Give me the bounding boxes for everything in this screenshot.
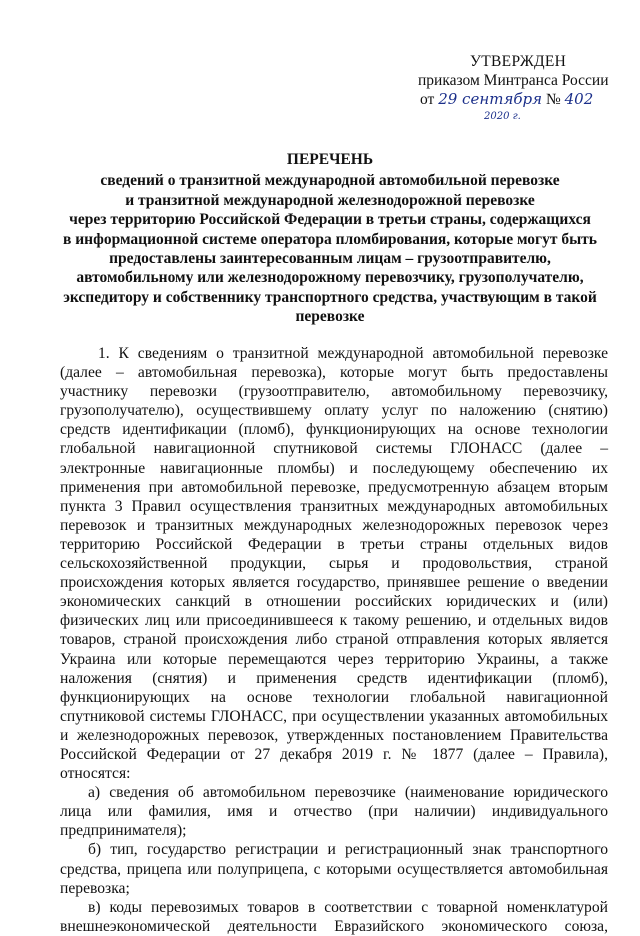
number-label: № bbox=[545, 91, 561, 108]
title-line: автомобильному или железнодорожному перевозчику, грузополучателю, bbox=[76, 269, 584, 287]
document-title bbox=[60, 150, 600, 327]
item-v: в) коды перевозимых товаров в соответствии с товарной номенклатурой внешнеэкономической деятельности Евразийского экономического союза, bbox=[60, 898, 608, 935]
title-line: через территорию Российской Федерации в третьи страны, содержащихся bbox=[69, 211, 591, 229]
approval-order-line: приказом Минтранса России bbox=[418, 72, 609, 89]
title-heading: ПЕРЕЧЕНЬ bbox=[286, 151, 374, 168]
handwritten-year: 2020 г. bbox=[484, 111, 521, 122]
item-a: а) сведения об автомобильном перевозчике (наименование юридического лица или фамилия, имя и отчество (при наличии) индивидуального предпринимателя); bbox=[60, 784, 608, 840]
title-line: перевозке bbox=[295, 308, 365, 326]
approval-stamp bbox=[418, 52, 618, 122]
approval-date-line bbox=[420, 90, 618, 122]
title-line: и транзитной международной железнодорожной перевозке bbox=[125, 191, 535, 209]
item-b: б) тип, государство регистрации и регистрационный знак транспортного средства, прицепа или полуприцепа, с которыми осуществляется автомобильная перевозка; bbox=[60, 841, 608, 897]
approval-heading: УТВЕРЖДЕН bbox=[470, 53, 567, 70]
document-body bbox=[60, 344, 608, 936]
paragraph-1: 1. К сведениям о транзитной международной автомобильной перевозке (далее – автомобильная перевозка), которые могут быть предоставлены участнику перевозки (грузоотправителю, автомобильному перевозчику, грузополучателю), осуществившему оплату услуг по наложению (снятию) средств идентификации (пломб), функционирующих на основе технологии глобальной навигационной спутниковой системы ГЛОНАСС (далее – электронные навигационные пломбы) и последующему обеспечению их применения при автомобильной перевозке, предусмотренную абзацем вторым пункта 3 Правил осуществления транзитных международных автомобильных перевозок и транзитных международных железнодорожных перевозок через территорию Российской Федерации в третьи страны отдельных видов сельскохозяйственной продукции, сырья и продовольствия, страной происхождения которых является государство, принявшее решение о введении экономических санкций в отношении российских юридических и (или) физических лиц или присоединившееся к такому решению, и отдельных видов товаров, страной происхождения либо страной отправления которых является Украина или которые перемещаются через территорию Украины, а также наложения (снятия) и применения средств идентификации (пломб), функционирующих на основе технологии глобальной навигационной спутниковой системы ГЛОНАСС, при осуществлении указанных автомобильных и железнодорожных перевозок, утвержденных постановлением Правительства Российской Федерации от 27 декабря 2019 г. № 1877 (далее – Правила), относятся: bbox=[60, 345, 608, 783]
handwritten-number: 402 bbox=[564, 90, 594, 108]
from-label: от bbox=[420, 91, 435, 108]
title-line: предоставлены заинтересованным лицам – грузоотправителю, bbox=[109, 250, 551, 268]
title-line: сведений о транзитной международной автомобильной перевозке bbox=[100, 172, 560, 190]
title-line: в информационной системе оператора пломбирования, которые могут быть bbox=[62, 230, 597, 248]
title-line: экспедитору и собственнику транспортного средства, участвующим в такой bbox=[63, 288, 597, 306]
handwritten-date: 29 сентября bbox=[438, 90, 543, 108]
